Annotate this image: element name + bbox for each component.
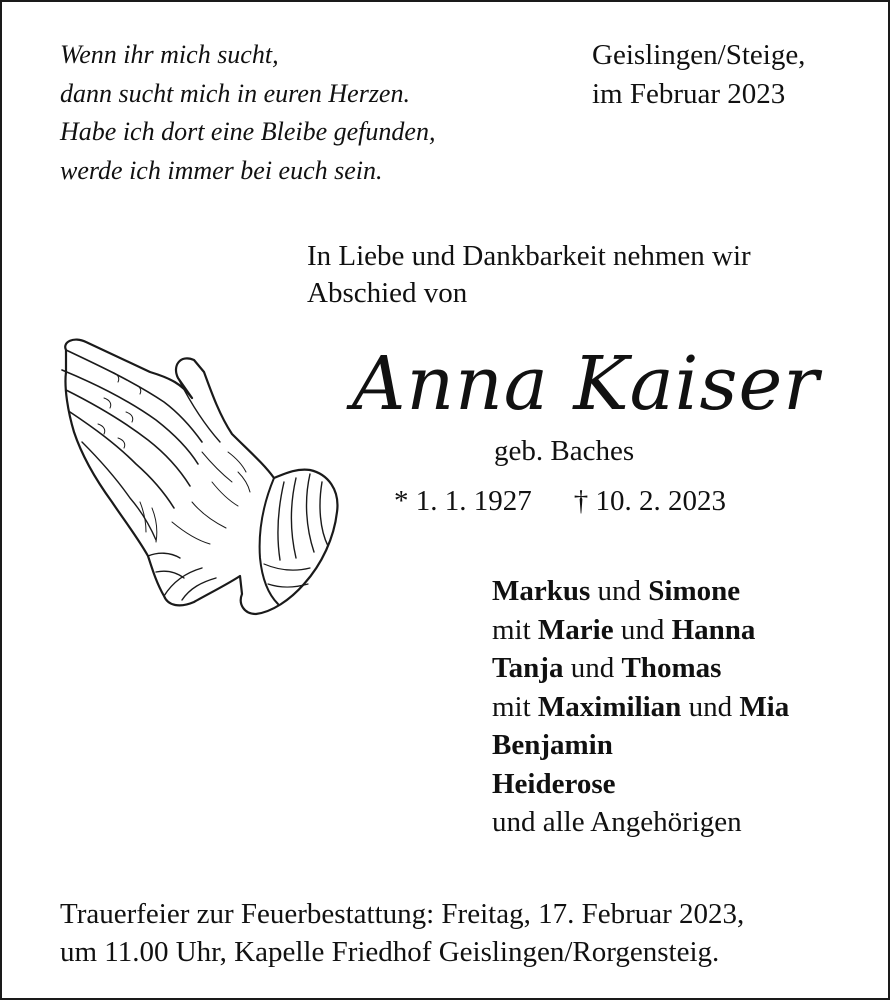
- family-connector: und: [563, 652, 622, 684]
- farewell-intro: [307, 238, 751, 312]
- intro-line: Abschied von: [307, 277, 468, 309]
- poem-line: dann sucht mich in euren Herzen.: [60, 78, 410, 108]
- family-connector: mit: [492, 690, 538, 723]
- life-dates: [394, 484, 726, 518]
- deceased-name: Anna Kaiser: [352, 341, 820, 427]
- family-member: Marie: [537, 613, 614, 646]
- family-member: Mia: [739, 690, 790, 723]
- family-line: [492, 572, 789, 611]
- place-date: im Februar 2023: [592, 77, 786, 110]
- family-connector: und: [681, 690, 740, 723]
- family-member: Benjamin: [492, 729, 613, 761]
- family-connector: und: [590, 575, 649, 607]
- family-member: Maximilian: [537, 690, 682, 723]
- place-city: Geislingen/Steige,: [592, 39, 806, 71]
- family-member: Thomas: [621, 652, 722, 684]
- birth-date: * 1. 1. 1927: [394, 485, 532, 517]
- family-member: Tanja: [492, 652, 564, 684]
- poem-line: Habe ich dort eine Bleibe gefunden,: [60, 117, 436, 146]
- ceremony-line: um 11.00 Uhr, Kapelle Friedhof Geislingen/Rorgensteig.: [60, 936, 720, 968]
- funeral-service-info: [60, 895, 744, 971]
- praying-hands-icon: [52, 332, 347, 622]
- family-signatures: [492, 572, 789, 842]
- family-member: Markus: [492, 575, 591, 607]
- family-line: [492, 649, 789, 688]
- family-member: Heiderose: [492, 767, 616, 800]
- maiden-name: geb. Baches: [494, 435, 635, 467]
- family-relatives: und alle Angehörigen: [492, 806, 742, 838]
- poem-line: werde ich immer bei euch sein.: [60, 155, 383, 185]
- place-and-date: [592, 36, 805, 113]
- family-line: [492, 611, 789, 650]
- family-member: Simone: [648, 575, 741, 607]
- family-member: Hanna: [671, 613, 756, 646]
- poem: [60, 36, 435, 190]
- poem-line: Wenn ihr mich sucht,: [60, 40, 279, 69]
- family-line: [492, 688, 789, 727]
- family-connector: mit: [492, 613, 538, 646]
- death-date: † 10. 2. 2023: [573, 485, 726, 517]
- intro-line: In Liebe und Dankbarkeit nehmen wir: [307, 240, 751, 272]
- ceremony-line: Trauerfeier zur Feuerbestattung: Freitag, 17. Februar 2023,: [60, 898, 745, 930]
- family-connector: und: [613, 613, 672, 646]
